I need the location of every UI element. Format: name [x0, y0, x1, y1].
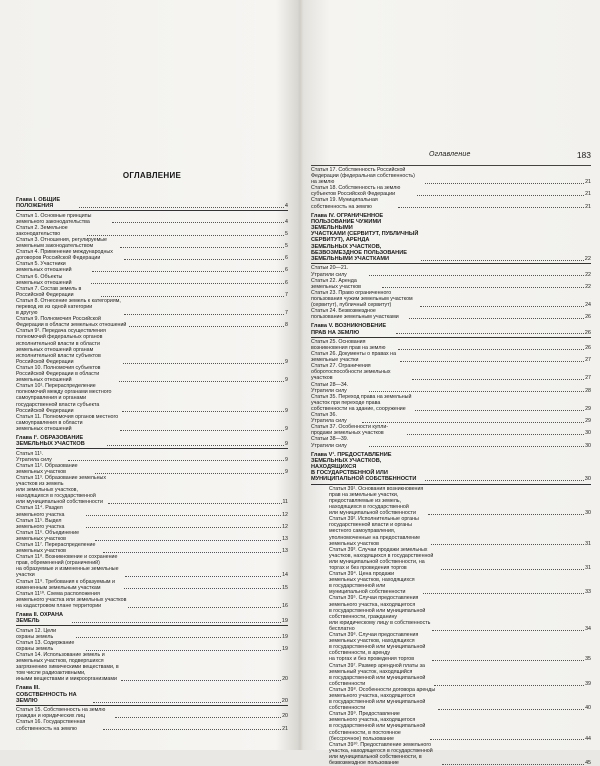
- dot-leader: [86, 649, 281, 651]
- entry-page-number: 9: [285, 407, 288, 414]
- entry-page-number: 33: [585, 589, 591, 596]
- entry-page-number: 30: [585, 510, 591, 517]
- page-number: 183: [576, 150, 591, 160]
- toc-entry: [311, 571, 591, 595]
- entry-title: Статья 10¹. Перераспределение полномочий между органами местного самоуправления и органами государственной власти субъекта Российской Федерации: [16, 383, 112, 414]
- dot-leader: [125, 575, 282, 577]
- entry-title: Статья 9¹. Передача осуществления полномочий федеральных органов исполнительной власти в области земельных отношений органам исполнительной власти субъектов Российской Федерации: [16, 328, 106, 365]
- dot-leader: [86, 526, 282, 528]
- entry-page-number: 30: [585, 430, 591, 437]
- chapter-title: Глава I¹. ОБРАЗОВАНИЕ ЗЕМЕЛЬНЫХ УЧАСТКОВ: [16, 434, 85, 448]
- entry-title: Статья 16. Государственная собственность на землю: [16, 719, 86, 732]
- dot-leader: [86, 514, 281, 516]
- toc-entry: [311, 382, 591, 394]
- toc-entry: [16, 249, 288, 261]
- toc-title: ОГЛАВЛЕНИЕ: [122, 171, 182, 180]
- entry-title: Статья 13. Содержание охраны земель: [16, 639, 75, 652]
- toc-entry: [16, 237, 288, 249]
- entry-title: Статья 11. Полномочия органов местного самоуправления в области земельных отношений: [16, 413, 119, 432]
- dot-leader: [396, 332, 584, 334]
- entry-title: Статьи 20—21. Утратили силу: [311, 265, 349, 278]
- toc-entry: [311, 516, 591, 546]
- dot-leader: [428, 513, 584, 515]
- dot-leader: [417, 194, 584, 196]
- entry-page-number: 26: [585, 314, 591, 321]
- entry-page-number: 6: [285, 255, 288, 262]
- entry-page-number: 11: [282, 499, 288, 506]
- toc-entry: [16, 628, 288, 640]
- toc-entry: [16, 652, 288, 682]
- toc-chapter-heading: [311, 323, 591, 337]
- dot-leader: [421, 259, 584, 261]
- left-page: [16, 0, 288, 750]
- dot-leader: [129, 325, 284, 327]
- entry-title: Статья 39². Исполнительные органы государственной власти и органы местного самоуправления, уполномоченные на предоставление земельных участков: [329, 516, 421, 547]
- toc-entry: [311, 265, 591, 277]
- entry-page-number: 40: [585, 705, 591, 712]
- entry-page-number: 6: [285, 267, 288, 274]
- toc-entry: [16, 719, 288, 731]
- chapter-title: Глава III. СОБСТВЕННОСТЬ НА ЗЕМЛЮ: [16, 685, 77, 704]
- entry-page-number: 9: [285, 358, 288, 365]
- entry-page-number: 35: [585, 656, 591, 663]
- dot-leader: [112, 221, 284, 223]
- dot-leader: [76, 636, 281, 638]
- entry-title: Статья 24. Безвозмездное пользование земельным участками: [311, 308, 399, 321]
- entry-page-number: 13: [282, 548, 288, 555]
- entry-title: Статья 39³. Случаи продажи земельных участков, находящихся в государственной или муниципальной собственности, на торгах и без проведения торгов: [329, 546, 434, 572]
- entry-page-number: 5: [285, 230, 288, 237]
- entry-title: Статья 11⁴. Раздел земельного участка: [16, 505, 65, 518]
- entry-page-number: 9: [285, 377, 288, 384]
- toc-entry: [16, 463, 288, 475]
- entry-title: Статья 18. Собственность на землю субъектов Российской Федерации: [311, 185, 401, 198]
- toc-entry: [16, 640, 288, 652]
- entry-page-number: 26: [584, 329, 591, 336]
- entry-page-number: 31: [585, 540, 591, 547]
- entry-page-number: 5: [285, 243, 288, 250]
- toc-entry: [16, 261, 288, 273]
- entry-title: Статья 11². Образование земельных участков: [16, 462, 78, 475]
- entry-page-number: 14: [282, 572, 288, 579]
- toc-entry: [311, 278, 591, 290]
- entry-title: Статья 37. Особенности купли-продажи земельных участков: [311, 424, 389, 437]
- dot-leader: [115, 716, 281, 718]
- entry-page-number: 16: [282, 602, 288, 609]
- entry-title: Статья 11⁶. Объединение земельных участков: [16, 529, 80, 542]
- entry-page-number: 22: [585, 283, 591, 290]
- chapter-title: Глава II. ОХРАНА ЗЕМЕЛЬ: [16, 612, 64, 625]
- entry-page-number: 22: [584, 256, 591, 263]
- toc-entry: [311, 308, 591, 320]
- dot-leader: [124, 258, 284, 260]
- toc-entry: [311, 687, 591, 711]
- entry-title: Статья 26. Документы о правах на земельные участки: [311, 351, 397, 364]
- toc-entry: [311, 742, 591, 766]
- chapter-title: Глава V. ВОЗНИКНОВЕНИЕ ПРАВ НА ЗЕМЛЮ: [311, 323, 387, 336]
- toc-entry: [311, 167, 591, 185]
- dot-leader: [423, 592, 584, 594]
- dot-leader: [120, 246, 284, 248]
- dot-leader: [438, 708, 584, 710]
- dot-leader: [407, 433, 584, 435]
- entry-title: Статья 35. Переход права на земельный участок при переходе права собственности на здание, сооружение: [311, 393, 412, 412]
- dot-leader: [108, 502, 281, 504]
- toc-entry: [16, 554, 288, 578]
- dot-leader: [382, 286, 584, 288]
- dot-leader: [431, 543, 584, 545]
- entry-title: Статья 4. Применение международных договоров Российской Федерации: [16, 249, 113, 262]
- entry-page-number: 21: [585, 191, 591, 198]
- entry-page-number: 34: [585, 625, 591, 632]
- entry-page-number: 7: [285, 291, 288, 298]
- toc-chapter-heading: [16, 685, 288, 706]
- dot-leader: [369, 445, 584, 447]
- entry-page-number: 4: [285, 218, 288, 225]
- entry-page-number: 9: [285, 468, 288, 475]
- entry-page-number: 15: [282, 584, 288, 591]
- dot-leader: [400, 360, 584, 362]
- entry-page-number: 12: [282, 511, 288, 518]
- chapter-title: Глава IV. ОГРАНИЧЕННОЕ ПОЛЬЗОВАНИЕ ЧУЖИМИ ЗЕМЕЛЬНЫМИ УЧАСТКАМИ (СЕРВИТУТ, ПУБЛИЧНЫЙ СЕРВИТУТ), АРЕНДА ЗЕМЕЛЬНЫХ УЧАСТКОВ, БЕЗВОЗМЕЗДНОЕ ПОЛЬЗОВАНИЕ ЗЕМЕЛЬНЫМИ УЧАСТКАМИ: [311, 212, 419, 263]
- entry-title: Статьи 38—39. Утратили силу: [311, 436, 349, 449]
- toc-chapter-heading: [311, 213, 591, 265]
- entry-title: Статья 15. Собственность на землю граждан и юридических лиц: [16, 707, 106, 720]
- toc-entry: [16, 328, 288, 365]
- entry-title: Статья 12. Цели охраны земель: [16, 627, 57, 640]
- entry-title: Статья 11³. Образование земельных участков из земель или земельных участков, находящихся в государственной или муниципальной собственности: [16, 474, 107, 506]
- entry-page-number: 9: [284, 441, 288, 448]
- toc-entry: [311, 486, 591, 516]
- dot-leader: [95, 539, 281, 541]
- right-toc-list: [311, 167, 591, 766]
- entry-page-number: 45: [585, 760, 591, 766]
- entry-page-number: 28: [585, 387, 591, 394]
- entry-page-number: 19: [282, 645, 288, 652]
- entry-page-number: 19: [281, 618, 288, 625]
- entry-title: Статья 17. Собственность Российской Федерации (федеральная собственность) на землю: [311, 167, 415, 186]
- entry-page-number: 26: [585, 345, 591, 351]
- dot-leader: [92, 270, 284, 272]
- entry-page-number: 39: [585, 680, 591, 687]
- dot-leader: [415, 409, 584, 411]
- toc-entry: [311, 436, 591, 448]
- toc-entry: [16, 383, 288, 413]
- toc-entry: [311, 290, 591, 308]
- entry-page-number: 21: [585, 179, 591, 186]
- dot-leader: [420, 305, 584, 307]
- toc-entry: [311, 412, 591, 424]
- entry-title: Статьи 28—34. Утратили силу: [311, 381, 349, 394]
- entry-page-number: 6: [285, 279, 288, 286]
- running-head: [311, 151, 591, 166]
- entry-page-number: 20: [282, 713, 288, 720]
- dot-leader: [412, 378, 584, 380]
- toc-entry: [16, 591, 288, 609]
- dot-leader: [79, 206, 284, 208]
- toc-entry: [16, 518, 288, 530]
- toc-entry: [16, 505, 288, 517]
- toc-entry: [311, 363, 591, 381]
- toc-entry: [311, 424, 591, 436]
- entry-page-number: 44: [585, 735, 591, 742]
- dot-leader: [128, 606, 282, 608]
- entry-title: Статья 10. Полномочия субъектов Российской Федерации в области земельных отношений: [16, 364, 101, 384]
- entry-page-number: 20: [281, 697, 288, 704]
- dot-leader: [121, 679, 281, 681]
- dot-leader: [87, 234, 284, 236]
- entry-title: Статья 39⁶. Случаи предоставления земельных участков, находящихся в государственной или муниципальной собственности, в аренду на торгах и без проведения торгов: [329, 632, 426, 663]
- entry-title: Статья 11⁷. Перераспределение земельных участков: [16, 541, 96, 555]
- entry-title: Статья 2. Земельное законодательство: [16, 224, 68, 237]
- dot-leader: [107, 444, 284, 446]
- dot-leader: [122, 410, 284, 412]
- dot-leader: [398, 206, 584, 208]
- dot-leader: [101, 295, 284, 297]
- toc-entry: [16, 225, 288, 237]
- entry-title: Статья 39⁸. Особенности договора аренды земельного участка, находящегося в государственной или муниципальной собственности: [329, 686, 436, 712]
- dot-leader: [119, 380, 284, 382]
- dot-leader: [93, 701, 281, 703]
- entry-title: Статья 27. Ограничения оборотоспособности земельных участков: [311, 363, 391, 382]
- toc-entry: [311, 547, 591, 571]
- entry-title: Статья 11¹⁰. Схема расположения земельного участка или земельных участков на кадастровом плане территории: [16, 590, 127, 609]
- entry-page-number: 4: [284, 203, 288, 210]
- dot-leader: [398, 348, 584, 350]
- entry-page-number: 12: [282, 523, 288, 530]
- toc-entry: [16, 213, 288, 225]
- entry-title: Статья 11¹. Утратила силу: [16, 450, 52, 463]
- entry-page-number: 9: [285, 456, 288, 463]
- dot-leader: [430, 738, 584, 740]
- entry-page-number: 29: [585, 418, 591, 425]
- toc-entry: [16, 475, 288, 505]
- entry-title: Статья 14. Использование земель и земельных участков, подвергшихся загрязнению химическими веществами, в том числе радиоактивными, иными веществами и микроорганизмами: [16, 651, 119, 683]
- dot-leader: [369, 274, 584, 276]
- entry-page-number: 29: [585, 405, 591, 412]
- dot-leader: [123, 362, 285, 364]
- toc-entry: [16, 451, 288, 463]
- entry-page-number: 21: [282, 725, 288, 732]
- dot-leader: [441, 568, 584, 570]
- toc-entry: [16, 414, 288, 432]
- toc-chapter-heading: [16, 197, 288, 211]
- entry-page-number: 22: [585, 271, 591, 278]
- toc-entry: [311, 351, 591, 363]
- toc-chapter-heading: [311, 452, 591, 485]
- dot-leader: [409, 317, 585, 319]
- entry-title: Статья 9. Полномочия Российской Федерации в области земельных отношений: [16, 316, 127, 329]
- running-title: Оглавление: [429, 151, 471, 158]
- entry-title: Статья 7. Состав земель в Российской Федерации: [16, 285, 82, 298]
- toc-entry: [311, 394, 591, 412]
- toc-entry: [16, 298, 288, 316]
- entry-title: Статья 39⁵. Случаи предоставления земельного участка, находящегося в государственной или муниципальной собственности, гражданину или юридическому лицу в собственность бесплатно: [329, 595, 431, 632]
- entry-title: Статья 3. Отношения, регулируемые земельным законодательством: [16, 236, 107, 250]
- entry-page-number: 30: [585, 442, 591, 449]
- entry-title: Статья 5. Участники земельных отношений: [16, 261, 72, 274]
- dot-leader: [95, 472, 284, 474]
- dot-leader: [120, 429, 284, 431]
- toc-entry: [16, 365, 288, 383]
- entry-title: Статья 23. Право ограниченного пользования чужим земельным участком (сервитут), публичный сервитут): [311, 289, 413, 309]
- entry-page-number: 19: [282, 633, 288, 640]
- entry-page-number: 24: [585, 302, 591, 309]
- dot-leader: [103, 728, 281, 730]
- dot-leader: [434, 684, 584, 686]
- entry-page-number: 13: [282, 535, 288, 542]
- entry-title: Статья 8. Отнесение земель к категориям, перевод их из одной категории в другую: [16, 297, 121, 317]
- entry-title: Статья 39⁹. Предоставление земельного участка, находящегося в государственной или муниципальной собственности, в постоянное (бессрочное) пользование: [329, 711, 426, 742]
- chapter-title: Глава V¹. ПРЕДОСТАВЛЕНИЕ ЗЕМЕЛЬНЫХ УЧАСТКОВ, НАХОДЯЩИХСЯ В ГОСУДАРСТВЕННОЙ ИЛИ МУНИЦИПАЛЬНОЙ СОБСТВЕННОСТИ: [311, 451, 417, 483]
- toc-chapter-heading: [16, 435, 288, 449]
- entry-title: Статья 6. Объекты земельных отношений: [16, 273, 72, 286]
- toc-entry: [311, 663, 591, 687]
- entry-page-number: 30: [584, 476, 591, 483]
- entry-page-number: 27: [585, 357, 591, 364]
- entry-title: Статья 39⁷. Размер арендной платы за земельный участок, находящийся в государственной или муниципальной собственности: [329, 662, 426, 687]
- dot-leader: [68, 459, 284, 461]
- toc-entry: [311, 711, 591, 741]
- entry-page-number: 7: [285, 310, 288, 317]
- entry-title: Статья 39¹. Основания возникновения прав на земельные участки, предоставляемые из земель, находящихся в государственной или муниципальной собственности: [329, 485, 424, 517]
- entry-title: Статья 19. Муниципальная собственность на землю: [311, 197, 378, 210]
- dot-leader: [362, 421, 584, 423]
- dot-leader: [72, 621, 280, 623]
- entry-page-number: 31: [585, 565, 591, 572]
- toc-entry: [311, 197, 591, 209]
- toc-entry: [16, 274, 288, 286]
- toc-entry: [311, 595, 591, 632]
- dot-leader: [369, 390, 584, 392]
- toc-entry: [16, 579, 288, 591]
- dot-leader: [432, 629, 584, 631]
- dot-leader: [103, 551, 281, 553]
- dot-leader: [425, 182, 584, 184]
- entry-title: Статья 1. Основные принципы земельного законодательства: [16, 212, 92, 225]
- dot-leader: [91, 282, 285, 284]
- entry-title: Статья 11⁹. Требования к образуемым и измененным земельным участкам: [16, 578, 115, 591]
- chapter-title: Глава I. ОБЩИЕ ПОЛОЖЕНИЯ: [16, 197, 61, 210]
- entry-page-number: 8: [285, 322, 288, 329]
- entry-page-number: 20: [282, 676, 288, 683]
- entry-page-number: 21: [585, 203, 591, 210]
- entry-title: Статья 22. Аренда земельных участков: [311, 277, 361, 290]
- dot-leader: [425, 479, 584, 481]
- toc-entry: [16, 542, 288, 554]
- dot-leader: [432, 659, 584, 661]
- entry-title: Статья 25. Основания возникновения прав на землю: [311, 338, 386, 351]
- entry-title: Статья 39¹⁰. Предоставление земельного участка, находящегося в государственной или муниципальной собственности, в безвозмездное пользование: [329, 741, 433, 766]
- dot-leader: [124, 313, 284, 315]
- toc-entry: [311, 185, 591, 197]
- toc-entry: [16, 316, 288, 328]
- toc-entry: [311, 339, 591, 351]
- entry-title: Статья 11⁵. Выдел земельного участка: [16, 517, 65, 530]
- dot-leader: [124, 587, 281, 589]
- left-toc-list: [16, 194, 288, 732]
- toc-entry: [311, 632, 591, 662]
- entry-title: Статья 36. Утратила силу: [311, 412, 347, 425]
- entry-page-number: 9: [285, 425, 288, 432]
- dot-leader: [442, 763, 584, 765]
- entry-title: Статья 39⁴. Цена продажи земельных участков, находящихся в государственной или муниципальной собственности: [329, 571, 415, 596]
- right-page: [311, 0, 591, 766]
- entry-title: Статья 11⁸. Возникновение и сохранение прав, обременений (ограничений) на образуемые и измененные земельные участки: [16, 554, 119, 579]
- toc-entry: [16, 286, 288, 298]
- toc-chapter-heading: [16, 612, 288, 626]
- entry-page-number: 27: [585, 375, 591, 382]
- toc-entry: [16, 530, 288, 542]
- toc-entry: [16, 707, 288, 719]
